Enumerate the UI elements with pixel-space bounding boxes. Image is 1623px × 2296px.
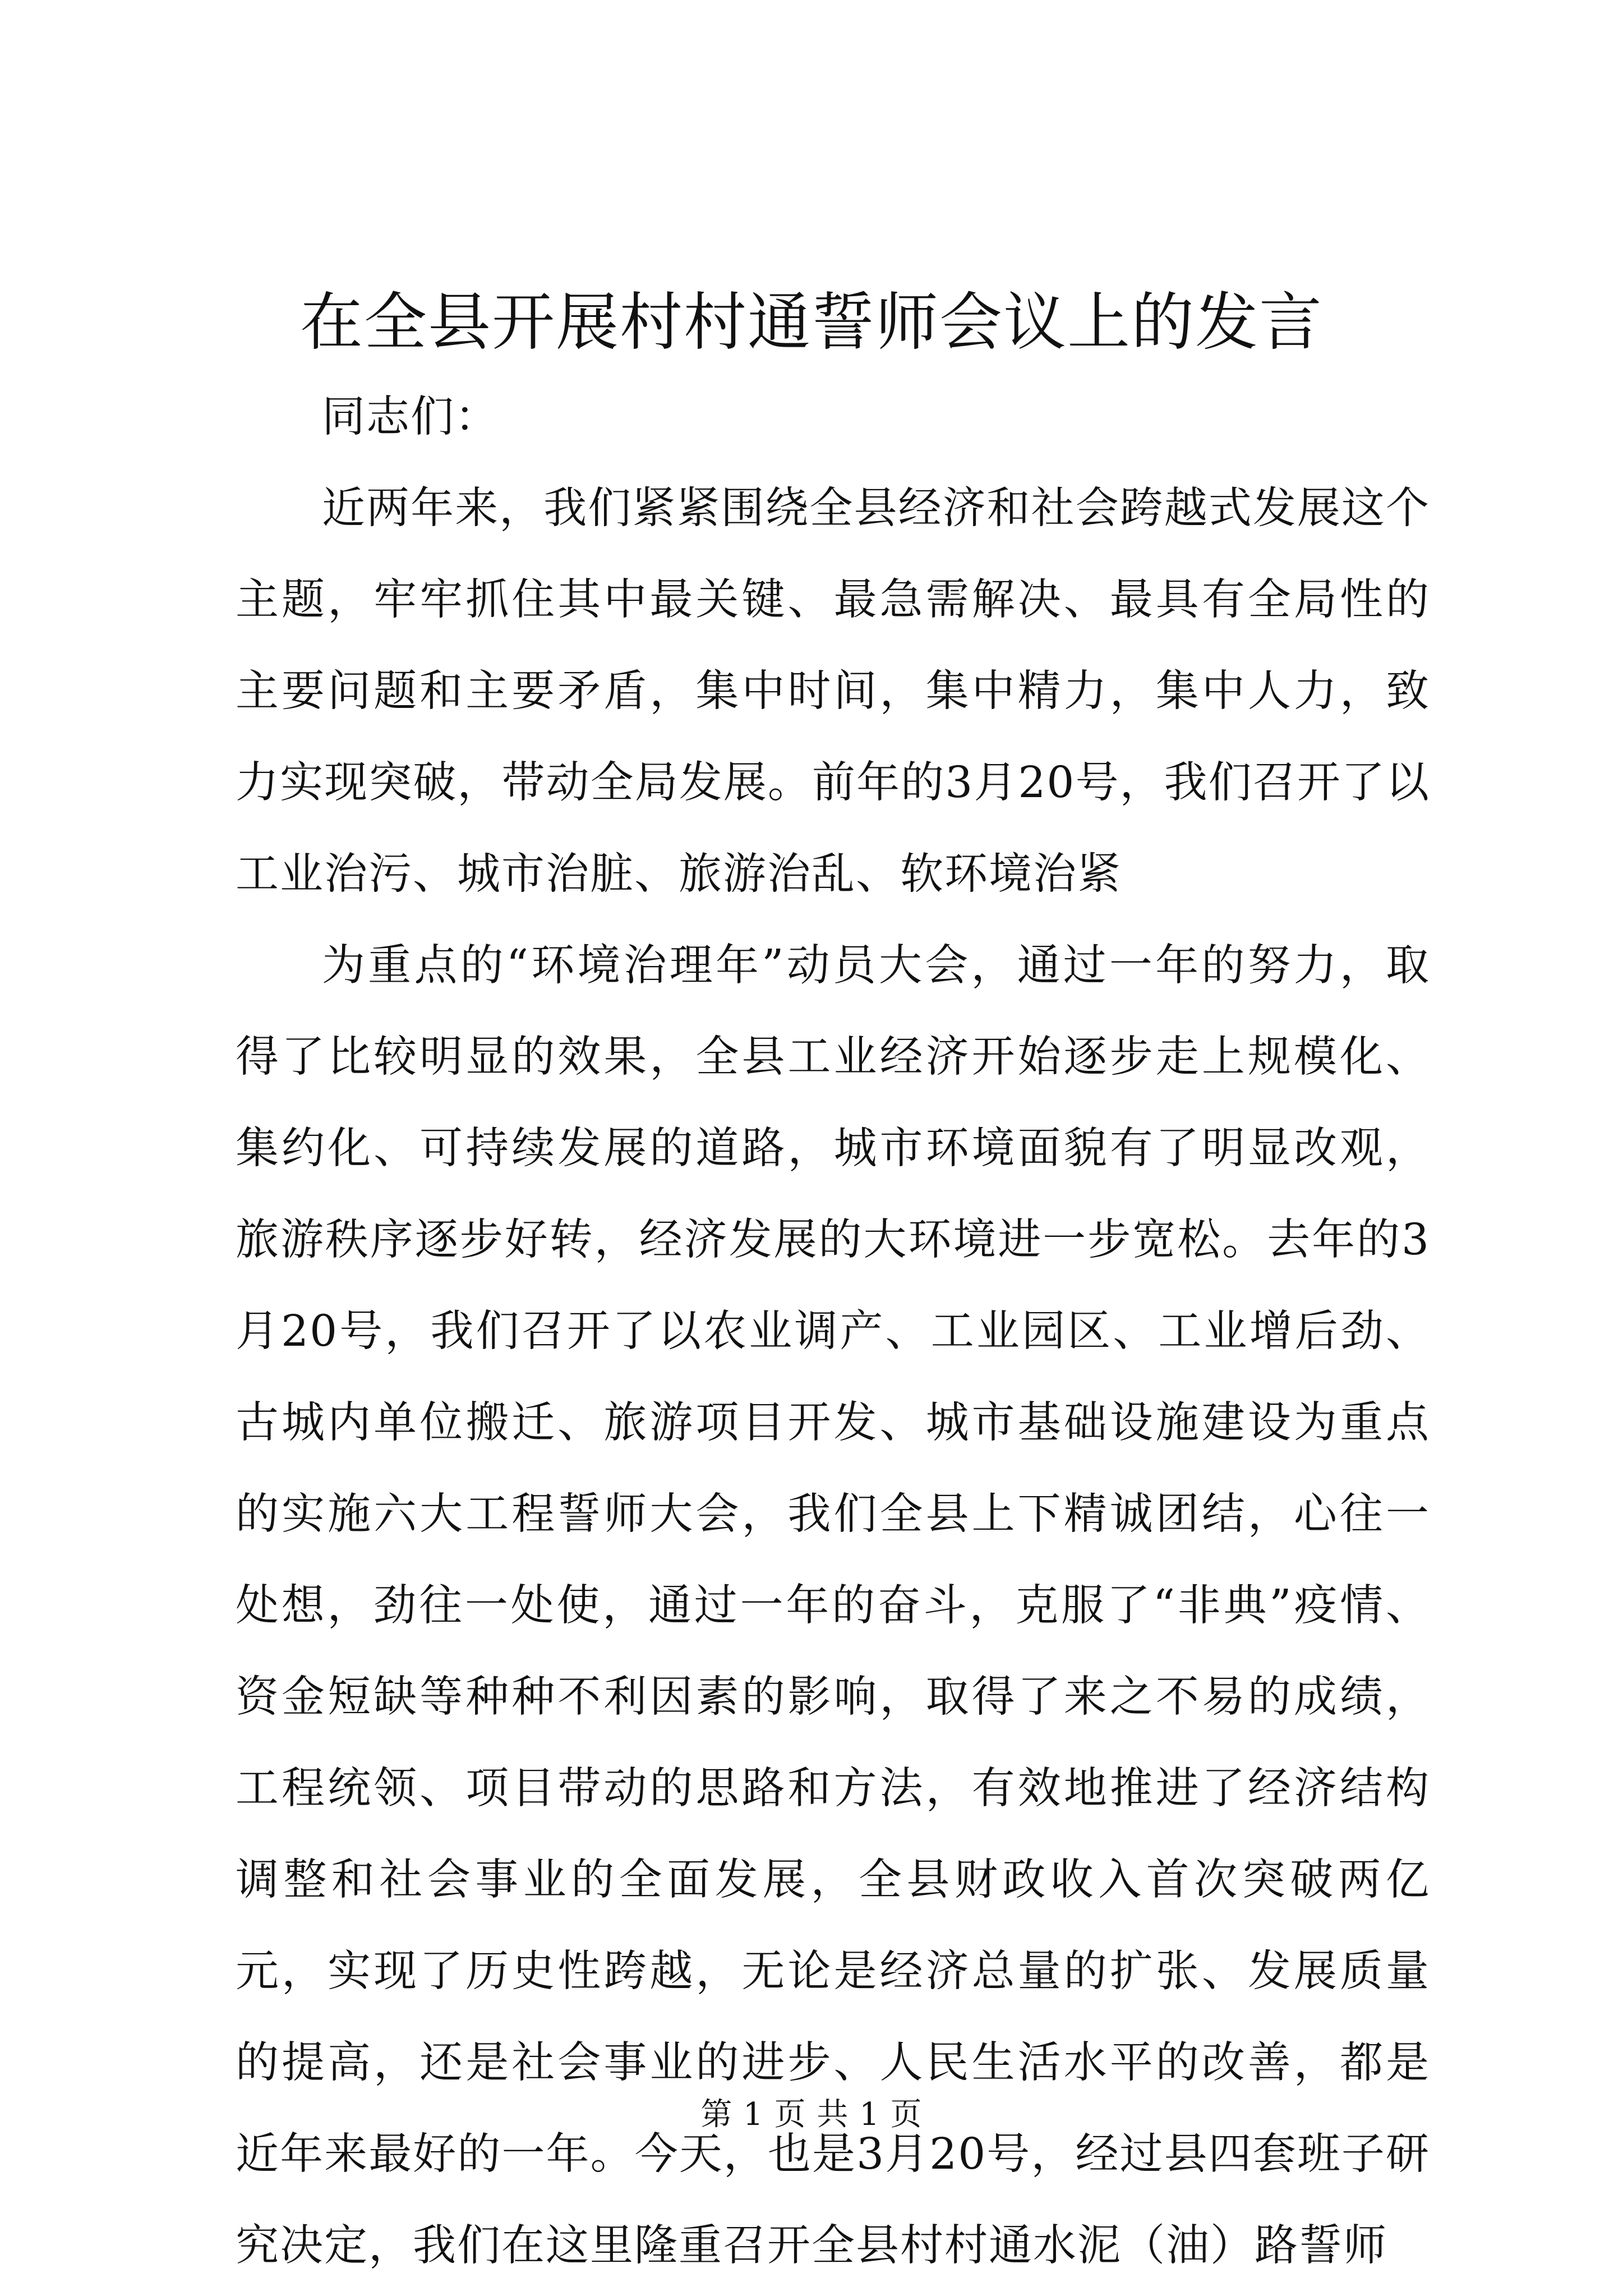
salutation: 同志们： <box>322 392 499 442</box>
paragraph-2: 为重点的“环境治理年”动员大会，通过一年的努力，取得了比较明显的效果，全县工业经济开始逐步走上规模化、集约化、可持续发展的道路，城市环境面貌有了明显改观，旅游秩序逐步好转，经济发展的大环境进一步宽松。去年的3月20号，我们召开了以农业调产、工业园区、工业增后劲、古城内单位搬迁、旅游项目开发、城市基础设施建设为重点的实施六大工程誓师大会，我们全县上下精诚团结，心往一处想，劲往一处使，通过一年的奋斗，克服了“非典”疫情、资金短缺等种种不利因素的影响，取得了来之不易的成绩，工程统领、项目带动的思路和方法，有效地推进了经济结构调整和社会事业的全面发展，全县财政收入首次突破两亿元，实现了历史性跨越，无论是经济总量的扩张、发展质量的提高，还是社会事业的进步、人民生活水平的改善，都是近年来最好的一年。今天，也是3月20号，经过县四套班子研究决定，我们在这里隆重召开全县村村通水泥（油）路誓师 <box>236 941 1430 2271</box>
document-title: 在全县开展村村通誓师会议上的发言 <box>300 286 1323 359</box>
document-body <box>236 371 1430 2292</box>
page-number-footer: 第 1 页 共 1 页 <box>700 2096 923 2133</box>
paragraph-1: 近两年来，我们紧紧围绕全县经济和社会跨越式发展这个主题，牢牢抓住其中最关键、最急需解决、最具有全局性的主要问题和主要矛盾，集中时间，集中精力，集中人力，致力实现突破，带动全局发展。前年的3月20号，我们召开了以工业治污、城市治脏、旅游治乱、软环境治紧 <box>236 484 1430 899</box>
